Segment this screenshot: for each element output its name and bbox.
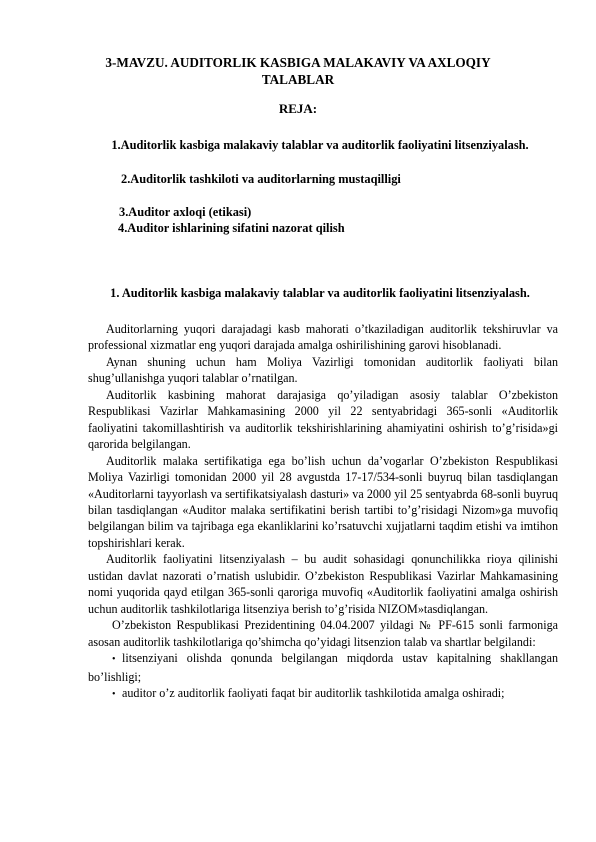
- paragraph: Aynan shuning uchun ham Moliya Vazirligi tomonidan auditorlik faoliyati bilan shug’ullanishga yuqori talablar o’rnatilgan.: [88, 354, 558, 386]
- bullet-text: litsenziyani olishda qonunda belgilangan miqdorda ustav kapitalning shakllangan bo’lishligi;: [88, 651, 558, 684]
- bullet-icon: •: [112, 654, 116, 666]
- page-title: 3-MAVZU. AUDITORLIK KASBIGA MALAKAVIY VA AXLOQIY TALABLAR: [105, 55, 491, 87]
- section-heading: 1. Auditorlik kasbiga malakaviy talablar va auditorlik faoliyatini litsenziyalash.: [110, 286, 530, 300]
- plan-item-1: 1.Auditorlik kasbiga malakaviy talablar va auditorlik faoliyatini litsenziyalash.: [111, 138, 529, 152]
- bullet-item: [88, 650, 558, 685]
- body-text: [88, 321, 558, 703]
- paragraph: Auditorlarning yuqori darajadagi kasb mahorati o’tkaziladigan auditorlik tekshiruvlar va professional xizmatlar eng yuqori darajada amalga oshirilishining garovi hisoblanadi.: [88, 322, 558, 353]
- plan-item-3: 3.Auditor axloqi (etikasi): [119, 205, 252, 219]
- bullet-icon: •: [112, 688, 116, 700]
- bullet-text: auditor o’z auditorlik faoliyati faqat bir auditorlik tashkilotida amalga oshiradi;: [122, 685, 505, 700]
- paragraph: Auditorlik faoliyatini litsenziyalash – bu audit sohasidagi qonunchilikka rioya qilinishi ustidan davlat nazorati o’rnatish uslubidir. O’zbekiston Respublikasi Vazirlar Mahkamasining nomi yuqorida qayd etilgan 365-sonli qaroriga muvofiq «Auditorlik faoliyatini amalga oshirish uchun auditorlik tashkilotlariga litsenziya berish to’g’risida NIZOM»tasdiqlangan.: [88, 552, 558, 616]
- plan-heading: REJA:: [278, 101, 318, 116]
- bullet-item: [88, 685, 558, 703]
- paragraph: O’zbekiston Respublikasi Prezidentining 04.04.2007 yildagi № PF-615 sonli farmoniga asosan auditorlik tashkilotlariga qo’shimcha qo’yidagi litsenzion talab va shartlar belgilandi:: [88, 618, 558, 649]
- plan-item-2: 2.Auditorlik tashkiloti va auditorlarning mustaqilligi: [121, 172, 401, 186]
- plan-item-4: 4.Auditor ishlarining sifatini nazorat qilish: [118, 221, 345, 235]
- paragraph: Auditorlik kasbining mahorat darajasiga qo’yiladigan asosiy talablar O’zbekiston Respublikasi Vazirlar Mahkamasining 2000 yil 22 sentyabridagi 365-sonli «Auditorlik faoliyatini takomillashtirish va auditorlik tekshirishlarining ahamiyatini oshirish to’g’risida»gi qarorida belgilangan.: [88, 387, 558, 452]
- paragraph: Auditorlik malaka sertifikatiga ega bo’lish uchun da’vogarlar O’zbekiston Respublikasi Moliya Vazirligi tomonidan 2000 yil 28 avgustda 17-17/534-sonli buyruq bilan tasdiqlangan «Auditorlarni tayyorlash va sertifikatsiyalash dasturi» va 2000 yil 25 sentyabrda 68-sonli buyruq bilan tasdiqlangan «Auditor malaka sertifikatini berish tartibi to’g’risidagi Nizom»ga muvofiq belgilangan bilim va tajribaga ega ekanliklarini ko’rsatuvchi xujjatlarni taqdim etishi va imtihon topshirishlari kerak.: [88, 453, 558, 550]
